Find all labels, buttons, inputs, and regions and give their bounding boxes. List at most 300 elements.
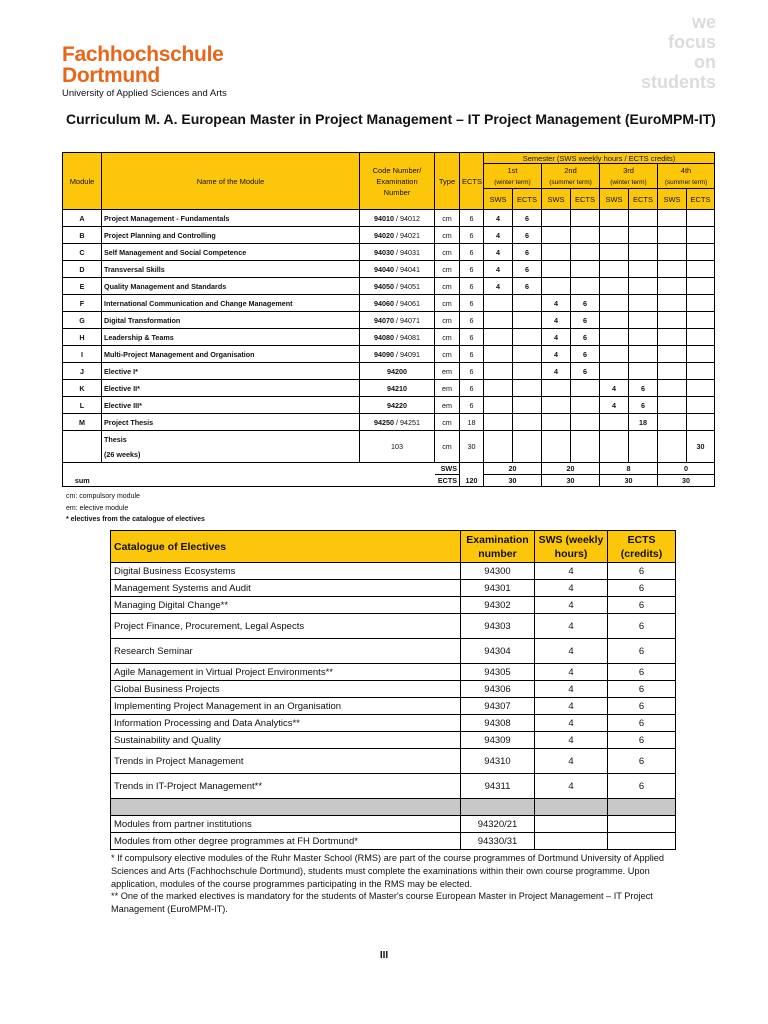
code-primary: 94020 xyxy=(374,230,394,240)
semester-value xyxy=(629,312,658,329)
elective-ects: 6 xyxy=(608,715,676,732)
semester-value xyxy=(600,227,629,244)
semester-value: 4 xyxy=(542,363,571,380)
code-secondary: / 94251 xyxy=(394,417,420,427)
code-secondary: / 94051 xyxy=(394,281,420,291)
elective-name: Digital Business Ecosystems xyxy=(111,563,461,580)
semester-value xyxy=(571,210,600,227)
code-primary: 94060 xyxy=(374,298,394,308)
elective-sws: 4 xyxy=(535,715,608,732)
module-type: cm xyxy=(435,261,460,278)
module-letter: M xyxy=(63,414,102,431)
semester-value: 6 xyxy=(571,363,600,380)
module-type: em xyxy=(435,380,460,397)
thesis-row xyxy=(63,431,715,463)
module-row xyxy=(63,244,715,261)
module-type: cm xyxy=(435,329,460,346)
semester-value: 4 xyxy=(484,244,513,261)
semester-value xyxy=(513,397,542,414)
code-primary: 94210 xyxy=(387,383,407,393)
module-letter: A xyxy=(63,210,102,227)
semester-value xyxy=(484,363,513,380)
elective-exam: 94302 xyxy=(461,597,535,614)
thesis-ects: 30 xyxy=(460,431,484,463)
semester-value xyxy=(600,312,629,329)
semester-value xyxy=(542,397,571,414)
semester-value xyxy=(542,244,571,261)
semester-value xyxy=(687,227,715,244)
semester-value xyxy=(687,346,715,363)
elective-exam: 94305 xyxy=(461,664,535,681)
sum-sws-label: SWS xyxy=(435,463,460,475)
module-ects: 6 xyxy=(460,244,484,261)
elective-name: Trends in Project Management xyxy=(111,749,461,774)
sum-row-sws xyxy=(63,463,715,475)
semester-value: 4 xyxy=(484,278,513,295)
semester-value xyxy=(542,261,571,278)
module-row xyxy=(63,346,715,363)
semester-value xyxy=(658,346,687,363)
module-type: cm xyxy=(435,210,460,227)
sum-sem4-ects: 30 xyxy=(658,475,715,487)
module-type: em xyxy=(435,363,460,380)
semester-value xyxy=(484,397,513,414)
semester-value xyxy=(687,261,715,278)
semester-value xyxy=(571,380,600,397)
footnote xyxy=(111,852,681,916)
extra-module-name: Modules from other degree programmes at FH Dortmund* xyxy=(111,833,461,850)
code-secondary: / 94012 xyxy=(394,213,420,223)
sum-sem3-sws: 8 xyxy=(600,463,658,475)
elective-name: Managing Digital Change** xyxy=(111,597,461,614)
module-row xyxy=(63,278,715,295)
code-secondary: / 94031 xyxy=(394,247,420,257)
module-ects: 6 xyxy=(460,363,484,380)
thesis-name: Thesis xyxy=(104,434,127,444)
elective-exam: 94310 xyxy=(461,749,535,774)
semester-value xyxy=(658,210,687,227)
sum-ects-label: ECTS xyxy=(435,475,460,487)
module-letter: K xyxy=(63,380,102,397)
module-letter: I xyxy=(63,346,102,363)
semester-value xyxy=(687,312,715,329)
semester-value xyxy=(600,295,629,312)
catalogue-extra-row xyxy=(111,833,676,850)
sum-row-ects xyxy=(63,475,715,487)
semester-value: 6 xyxy=(629,380,658,397)
semester-value xyxy=(687,244,715,261)
code-primary: 94040 xyxy=(374,264,394,274)
semester-value: 4 xyxy=(484,261,513,278)
module-ects: 6 xyxy=(460,346,484,363)
module-letter: F xyxy=(63,295,102,312)
semester-value xyxy=(687,278,715,295)
semester-value xyxy=(658,397,687,414)
sum-sem1-sws: 20 xyxy=(484,463,542,475)
slogan-line: we xyxy=(691,12,716,32)
semester-value: 6 xyxy=(629,397,658,414)
semester-value xyxy=(629,278,658,295)
semester-term: (winter term) xyxy=(494,178,531,186)
semester-value xyxy=(513,312,542,329)
module-name: International Communication and Change Management xyxy=(102,295,360,312)
module-code xyxy=(360,278,435,295)
semester-value xyxy=(600,244,629,261)
semester-value xyxy=(629,210,658,227)
module-type: cm xyxy=(435,278,460,295)
semester-value xyxy=(687,295,715,312)
semester-value xyxy=(658,278,687,295)
semester-value xyxy=(629,244,658,261)
module-letter: E xyxy=(63,278,102,295)
semester-value xyxy=(600,346,629,363)
elective-sws: 4 xyxy=(535,664,608,681)
code-primary: 94030 xyxy=(374,247,394,257)
module-code xyxy=(360,329,435,346)
header-ects-sub: ECTS xyxy=(513,189,542,210)
elective-ects: 6 xyxy=(608,774,676,799)
module-ects: 18 xyxy=(460,414,484,431)
semester-value xyxy=(600,363,629,380)
sum-sem2-ects: 30 xyxy=(542,475,600,487)
header-semester-4 xyxy=(658,164,715,189)
semester-value: 6 xyxy=(571,295,600,312)
header-module: Module xyxy=(63,153,102,210)
module-type: em xyxy=(435,397,460,414)
header-semester-3 xyxy=(600,164,658,189)
module-code xyxy=(360,414,435,431)
semester-value xyxy=(484,329,513,346)
module-row xyxy=(63,261,715,278)
catalogue-header-name: Catalogue of Electives xyxy=(111,531,461,563)
sum-sem3-ects: 30 xyxy=(600,475,658,487)
header-semester: Semester (SWS weekly hours / ECTS credits) xyxy=(484,153,715,164)
separator-row xyxy=(111,799,676,816)
semester-value xyxy=(513,363,542,380)
code-primary: 94050 xyxy=(374,281,394,291)
semester-value xyxy=(629,363,658,380)
semester-term: (summer term) xyxy=(664,178,708,186)
semester-label: 3rd xyxy=(623,165,634,175)
semester-value xyxy=(571,414,600,431)
module-ects: 6 xyxy=(460,397,484,414)
code-primary: 94090 xyxy=(374,349,394,359)
slogan-line: on xyxy=(694,52,716,72)
slogan xyxy=(641,12,716,92)
catalogue-row xyxy=(111,749,676,774)
header-type: Type xyxy=(435,153,460,210)
semester-value: 18 xyxy=(629,414,658,431)
code-primary: 94070 xyxy=(374,315,394,325)
slogan-line: students xyxy=(640,72,716,92)
elective-ects: 6 xyxy=(608,614,676,639)
elective-ects: 6 xyxy=(608,698,676,715)
elective-ects: 6 xyxy=(608,732,676,749)
elective-sws: 4 xyxy=(535,580,608,597)
module-ects: 6 xyxy=(460,278,484,295)
module-name: Digital Transformation xyxy=(102,312,360,329)
slogan-line: focus xyxy=(667,32,716,52)
elective-ects: 6 xyxy=(608,749,676,774)
module-type: cm xyxy=(435,312,460,329)
module-ects: 6 xyxy=(460,295,484,312)
semester-value: 6 xyxy=(571,312,600,329)
elective-ects: 6 xyxy=(608,639,676,664)
module-row xyxy=(63,210,715,227)
module-row xyxy=(63,380,715,397)
semester-value xyxy=(513,346,542,363)
module-type: cm xyxy=(435,244,460,261)
header-sws: SWS xyxy=(600,189,629,210)
module-ects: 6 xyxy=(460,210,484,227)
module-row xyxy=(63,329,715,346)
header-ects-sub: ECTS xyxy=(629,189,658,210)
semester-value xyxy=(658,261,687,278)
module-name: Elective II* xyxy=(102,380,360,397)
header-ects-sub: ECTS xyxy=(687,189,715,210)
semester-value xyxy=(571,261,600,278)
code-secondary: / 94091 xyxy=(394,349,420,359)
module-name: Multi-Project Management and Organisation xyxy=(102,346,360,363)
code-secondary: / 94021 xyxy=(394,230,420,240)
module-code xyxy=(360,397,435,414)
sum-sem1-ects: 30 xyxy=(484,475,542,487)
catalogue-row xyxy=(111,580,676,597)
semester-value xyxy=(513,380,542,397)
header-sws: SWS xyxy=(484,189,513,210)
semester-value: 6 xyxy=(571,346,600,363)
elective-sws: 4 xyxy=(535,698,608,715)
header-code: Code Number/ Examination Number xyxy=(360,153,435,210)
semester-value xyxy=(658,227,687,244)
elective-sws: 4 xyxy=(535,639,608,664)
semester-value xyxy=(629,261,658,278)
module-code xyxy=(360,244,435,261)
elective-exam: 94306 xyxy=(461,681,535,698)
module-ects: 6 xyxy=(460,227,484,244)
elective-name: Research Seminar xyxy=(111,639,461,664)
elective-sws: 4 xyxy=(535,681,608,698)
semester-value xyxy=(542,414,571,431)
extra-module-name: Modules from partner institutions xyxy=(111,816,461,833)
module-name: Project Thesis xyxy=(102,414,360,431)
semester-value xyxy=(513,414,542,431)
logo-subtitle: University of Applied Sciences and Arts xyxy=(62,88,227,99)
module-name: Leadership & Teams xyxy=(102,329,360,346)
catalogue-header-exam: Examination number xyxy=(461,531,535,563)
elective-name: Project Finance, Procurement, Legal Aspects xyxy=(111,614,461,639)
semester-label: 2nd xyxy=(564,165,577,175)
catalogue-row xyxy=(111,664,676,681)
semester-value xyxy=(484,295,513,312)
module-row xyxy=(63,397,715,414)
module-letter: C xyxy=(63,244,102,261)
header-module-name: Name of the Module xyxy=(102,153,360,210)
elective-name: Information Processing and Data Analytics** xyxy=(111,715,461,732)
thesis-code: 103 xyxy=(360,431,435,463)
elective-exam: 94309 xyxy=(461,732,535,749)
elective-ects: 6 xyxy=(608,563,676,580)
extra-exam-number: 94320/21 xyxy=(461,816,535,833)
sum-sem2-sws: 20 xyxy=(542,463,600,475)
header-sws: SWS xyxy=(658,189,687,210)
semester-value xyxy=(571,244,600,261)
page-title: Curriculum M. A. European Master in Project Management – IT Project Management (EuroMPM-IT) xyxy=(66,111,716,127)
module-letter: J xyxy=(63,363,102,380)
semester-value xyxy=(513,295,542,312)
page-number: III xyxy=(379,950,389,961)
elective-ects: 6 xyxy=(608,681,676,698)
module-name: Quality Management and Standards xyxy=(102,278,360,295)
elective-name: Trends in IT-Project Management** xyxy=(111,774,461,799)
semester-value xyxy=(658,295,687,312)
footnote-rms: * If compulsory elective modules of the Ruhr Master School (RMS) are part of the course programmes of Dortmund University of Applied Sciences and Arts (Fachhochschule Dortmund), students must complete the examinations within their own course programme. Upon application, modules of the course programmes participating in the RMS may be elected. xyxy=(111,853,665,889)
module-ects: 6 xyxy=(460,329,484,346)
semester-value xyxy=(542,380,571,397)
header-sws: SWS xyxy=(542,189,571,210)
elective-sws: 4 xyxy=(535,774,608,799)
module-row xyxy=(63,363,715,380)
curriculum-table xyxy=(62,152,715,487)
module-row xyxy=(63,295,715,312)
legend-cm: cm: compulsory module xyxy=(66,493,140,500)
module-letter: G xyxy=(63,312,102,329)
header-semester-1 xyxy=(484,164,542,189)
sum-sem4-sws: 0 xyxy=(658,463,715,475)
semester-value xyxy=(687,329,715,346)
legend xyxy=(66,491,205,526)
semester-value xyxy=(687,414,715,431)
elective-sws: 4 xyxy=(535,749,608,774)
extra-exam-number: 94330/31 xyxy=(461,833,535,850)
semester-value: 6 xyxy=(571,329,600,346)
code-secondary: / 94071 xyxy=(394,315,420,325)
semester-value xyxy=(600,210,629,227)
elective-ects: 6 xyxy=(608,597,676,614)
semester-value xyxy=(658,380,687,397)
semester-value xyxy=(484,312,513,329)
catalogue-table xyxy=(110,530,676,850)
module-name: Elective III* xyxy=(102,397,360,414)
catalogue-row xyxy=(111,563,676,580)
elective-exam: 94303 xyxy=(461,614,535,639)
elective-sws: 4 xyxy=(535,563,608,580)
semester-value xyxy=(571,227,600,244)
elective-exam: 94300 xyxy=(461,563,535,580)
module-code xyxy=(360,380,435,397)
module-code xyxy=(360,261,435,278)
semester-value xyxy=(687,210,715,227)
module-type: cm xyxy=(435,295,460,312)
module-ects: 6 xyxy=(460,261,484,278)
university-logo xyxy=(62,44,227,99)
semester-value: 4 xyxy=(484,210,513,227)
semester-value: 4 xyxy=(600,397,629,414)
thesis-type: cm xyxy=(435,431,460,463)
module-code xyxy=(360,210,435,227)
semester-term: (summer term) xyxy=(549,178,592,186)
logo-line-1: Fachhochschule xyxy=(62,43,224,66)
semester-value xyxy=(658,363,687,380)
logo-line-2: Dortmund xyxy=(62,64,160,87)
semester-value: 4 xyxy=(600,380,629,397)
elective-name: Management Systems and Audit xyxy=(111,580,461,597)
semester-value xyxy=(484,346,513,363)
semester-label: 4th xyxy=(680,165,692,175)
code-secondary: / 94081 xyxy=(394,332,420,342)
elective-ects: 6 xyxy=(608,580,676,597)
elective-exam: 94304 xyxy=(461,639,535,664)
semester-value xyxy=(542,210,571,227)
module-ects: 6 xyxy=(460,312,484,329)
catalogue-row xyxy=(111,698,676,715)
semester-value xyxy=(629,227,658,244)
header-semester-2 xyxy=(542,164,600,189)
semester-value: 4 xyxy=(542,346,571,363)
header-ects: ECTS xyxy=(460,153,484,210)
catalogue-row xyxy=(111,597,676,614)
module-code xyxy=(360,363,435,380)
semester-value xyxy=(629,329,658,346)
catalogue-row xyxy=(111,732,676,749)
code-primary: 94220 xyxy=(387,400,407,410)
semester-value xyxy=(629,346,658,363)
module-code xyxy=(360,295,435,312)
semester-value: 4 xyxy=(542,295,571,312)
semester-value xyxy=(484,380,513,397)
catalogue-extra-row xyxy=(111,816,676,833)
catalogue-header-ects: ECTS (credits) xyxy=(608,531,676,563)
semester-value xyxy=(600,278,629,295)
elective-name: Sustainability and Quality xyxy=(111,732,461,749)
catalogue-row xyxy=(111,614,676,639)
module-type: cm xyxy=(435,414,460,431)
elective-sws: 4 xyxy=(535,597,608,614)
semester-term: (winter term) xyxy=(610,178,647,186)
legend-electives-note: * electives from the catalogue of electives xyxy=(66,516,205,523)
semester-value xyxy=(542,278,571,295)
catalogue-row xyxy=(111,715,676,732)
module-letter: H xyxy=(63,329,102,346)
semester-value: 6 xyxy=(513,227,542,244)
module-letter: L xyxy=(63,397,102,414)
module-code xyxy=(360,227,435,244)
elective-exam: 94308 xyxy=(461,715,535,732)
module-name: Elective I* xyxy=(102,363,360,380)
footnote-mandatory: ** One of the marked electives is mandatory for the students of Master's course European Master in Project Management – IT Project Management (EuroMPM-IT). xyxy=(111,891,653,915)
elective-name: Implementing Project Management in an Organisation xyxy=(111,698,461,715)
module-name: Project Management - Fundamentals xyxy=(102,210,360,227)
module-name: Self Management and Social Competence xyxy=(102,244,360,261)
sum-label: sum xyxy=(63,475,102,487)
module-code xyxy=(360,346,435,363)
code-primary: 94080 xyxy=(374,332,394,342)
catalogue-row xyxy=(111,774,676,799)
module-row xyxy=(63,414,715,431)
code-primary: 94200 xyxy=(387,366,407,376)
semester-value xyxy=(571,397,600,414)
semester-value xyxy=(658,244,687,261)
catalogue-row xyxy=(111,639,676,664)
module-name: Project Planning and Controlling xyxy=(102,227,360,244)
elective-ects: 6 xyxy=(608,664,676,681)
elective-name: Global Business Projects xyxy=(111,681,461,698)
elective-sws: 4 xyxy=(535,614,608,639)
code-primary: 94250 xyxy=(374,417,394,427)
legend-em: em: elective module xyxy=(66,504,129,512)
module-ects: 6 xyxy=(460,380,484,397)
semester-label: 1st xyxy=(507,165,518,175)
